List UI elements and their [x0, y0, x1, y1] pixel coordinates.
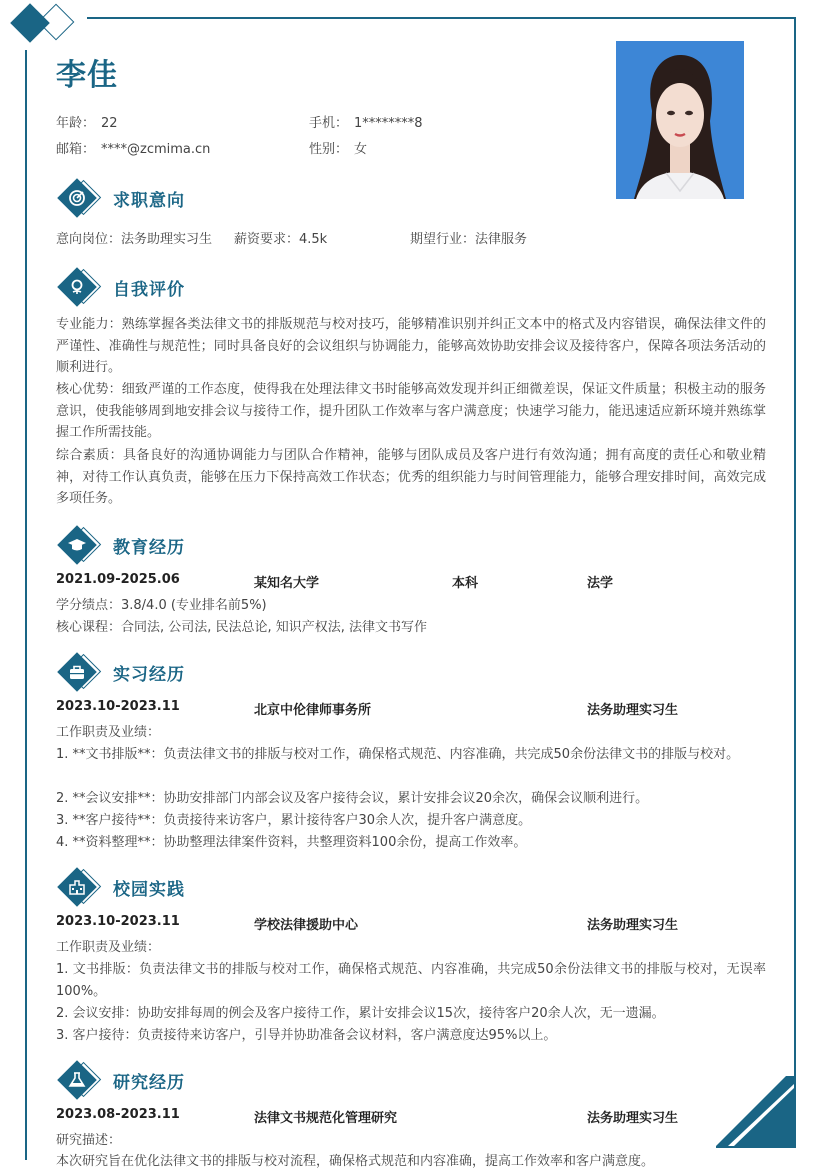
section-badge	[60, 654, 106, 690]
info-label: 年龄：	[56, 116, 96, 131]
education-degree: 本科	[452, 576, 479, 591]
info-label: 手机：	[309, 116, 349, 131]
research-desc: 本次研究旨在优化法律文书的排版与校对流程，确保格式规范和内容准确，提高工作效率和客户满意度。	[56, 1154, 655, 1169]
education-major: 法学	[587, 576, 614, 591]
section-title: 研究经历	[113, 1072, 185, 1093]
internship-intro: 工作职责及业绩：	[56, 725, 161, 740]
info-age	[56, 112, 118, 131]
section-badge	[60, 1062, 106, 1098]
research-role: 法务助理实习生	[587, 1111, 679, 1126]
internship-item: 3. **客户接待**：负责接待来访客户，累计接待客户30余人次，提升客户满意度。	[56, 813, 532, 828]
education-row	[56, 572, 766, 592]
education-courses: 核心课程：合同法, 公司法, 民法总论, 知识产权法, 法律文书写作	[56, 620, 428, 635]
self-eval-qualities: 综合素质：具备良好的沟通协调能力与团队合作精神，能够与团队成员及客户进行有效沟通；拥有高度的责任心和敬业精神，对待工作认真负责，能够在压力下保持高效工作状态；优秀的组织能力与时间管理能力，能够合理安排时间，高效完成多项任务。	[56, 448, 766, 506]
target-icon	[67, 188, 87, 208]
section-header-self-eval	[60, 269, 185, 305]
intention-salary: 薪资要求：4.5k	[234, 232, 328, 247]
frame-bottom-border	[716, 1146, 796, 1148]
campus-item: 1. 文书排版：负责法律文书的排版与校对工作，确保格式规范、内容准确，共完成50余份法律文书的排版与校对，无误率100%。	[56, 962, 766, 999]
section-title: 校园实践	[113, 879, 185, 900]
campus-intro: 工作职责及业绩：	[56, 940, 161, 955]
section-title: 自我评价	[113, 279, 185, 300]
internship-row	[56, 699, 766, 719]
research-row	[56, 1107, 766, 1127]
internship-item: 4. **资料整理**：协助整理法律案件资料，共整理资料100余份，提高工作效率。	[56, 835, 527, 850]
campus-role: 法务助理实习生	[587, 918, 679, 933]
internship-item: 2. **会议安排**：协助安排部门内部会议及客户接待会议，累计安排会议20余次，确保会议顺利进行。	[56, 791, 649, 806]
education-date: 2021.09-2025.06	[56, 572, 180, 587]
section-header-internship	[60, 654, 185, 690]
section-badge	[60, 869, 106, 905]
info-value: 女	[354, 142, 368, 157]
internship-date: 2023.10-2023.11	[56, 699, 180, 714]
self-eval-advantages: 核心优势：细致严谨的工作态度，使得我在处理法律文书时能够高效发现并纠正细微差误，保证文件质量；积极主动的服务意识，使我能够周到地安排会议与接待工作，提升团队工作效率与客户满意度；快速学习能力，能迅速适应新环境并熟练掌握工作所需技能。	[56, 382, 766, 440]
info-value: 1********8	[354, 116, 423, 131]
research-topic: 法律文书规范化管理研究	[254, 1111, 398, 1126]
frame-left-border	[25, 50, 27, 1160]
graduation-cap-icon	[67, 535, 87, 555]
profile-photo	[616, 41, 744, 199]
section-badge	[60, 527, 106, 563]
section-badge	[60, 180, 106, 216]
info-gender	[309, 138, 367, 157]
section-title: 教育经历	[113, 537, 185, 558]
research-date: 2023.08-2023.11	[56, 1107, 180, 1122]
info-value: 22	[101, 116, 118, 131]
flask-icon	[67, 1070, 87, 1090]
portrait-illustration	[616, 41, 744, 199]
building-icon	[67, 877, 87, 897]
candidate-name: 李佳	[56, 58, 118, 93]
campus-item: 3. 客户接待：负责接待来访客户，引导并协助准备会议材料，客户满意度达95%以上。	[56, 1028, 557, 1043]
section-header-intention	[60, 180, 185, 216]
info-value: ****@zcmima.cn	[101, 142, 211, 157]
section-header-research	[60, 1062, 185, 1098]
internship-role: 法务助理实习生	[587, 703, 679, 718]
campus-item: 2. 会议安排：协助安排每周的例会及客户接待工作，累计安排会议15次，接待客户20余人次，无一遗漏。	[56, 1006, 665, 1021]
section-title: 实习经历	[113, 664, 185, 685]
campus-row	[56, 914, 766, 934]
internship-org: 北京中伦律师事务所	[254, 703, 372, 718]
section-header-education	[60, 527, 185, 563]
campus-date: 2023.10-2023.11	[56, 914, 180, 929]
corner-diamond-solid-icon	[10, 3, 50, 43]
education-school: 某知名大学	[254, 576, 320, 591]
frame-right-border	[794, 17, 796, 1147]
section-header-campus	[60, 869, 185, 905]
intention-industry: 期望行业：法律服务	[410, 232, 528, 247]
info-email	[56, 138, 210, 157]
info-label: 邮箱：	[56, 142, 96, 157]
briefcase-icon	[67, 662, 87, 682]
education-gpa: 学分绩点：3.8/4.0 (专业排名前5%)	[56, 598, 267, 613]
internship-item: 1. **文书排版**：负责法律文书的排版与校对工作，确保格式规范、内容准确，共完成50余份法律文书的排版与校对。	[56, 747, 740, 762]
frame-top-border	[87, 17, 796, 19]
info-phone	[309, 112, 423, 131]
info-label: 性别：	[309, 142, 349, 157]
section-badge	[60, 269, 106, 305]
intention-position: 意向岗位：法务助理实习生	[56, 232, 213, 247]
flower-icon	[67, 277, 87, 297]
section-title: 求职意向	[113, 190, 185, 211]
self-eval-professional: 专业能力：熟练掌握各类法律文书的排版规范与校对技巧，能够精准识别并纠正文本中的格式及内容错误，确保法律文件的严谨性、准确性与规范性；同时具备良好的会议组织与协调能力，能够高效协助安排会议及接待客户，保障各项法务活动的顺利进行。	[56, 317, 766, 375]
research-intro: 研究描述：	[56, 1133, 122, 1148]
campus-org: 学校法律援助中心	[254, 918, 359, 933]
